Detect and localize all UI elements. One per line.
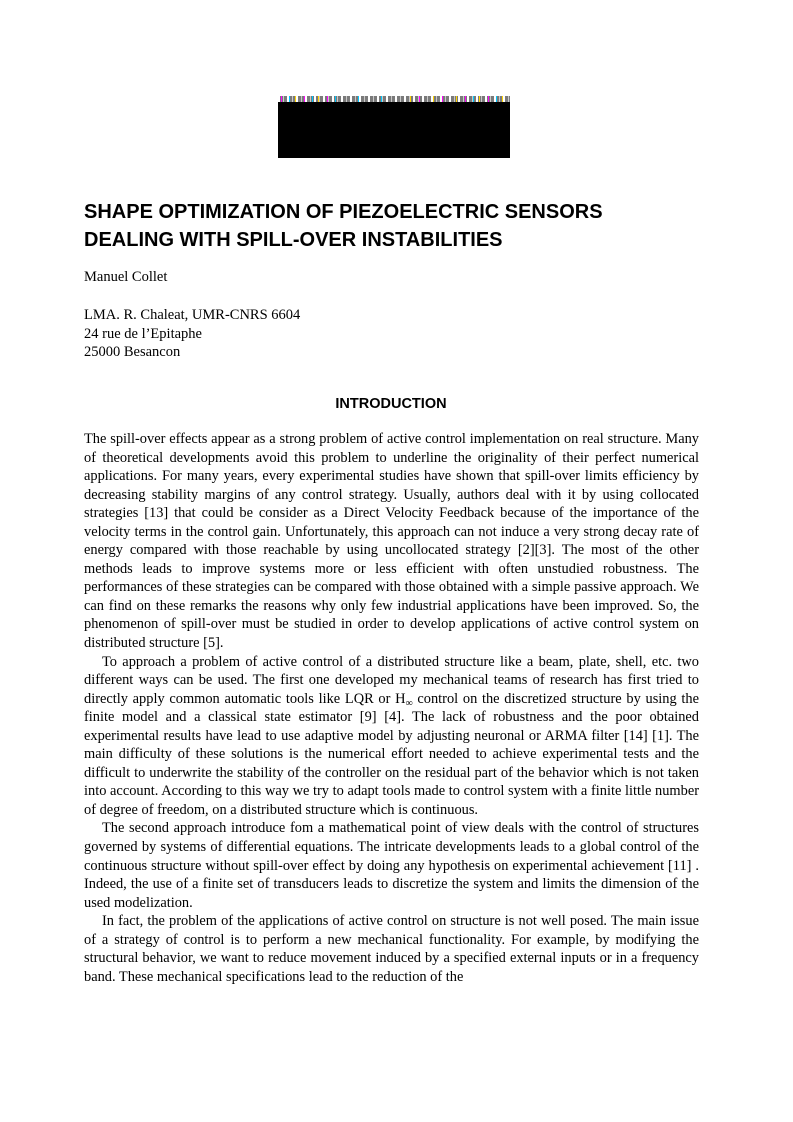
section-heading: INTRODUCTION [335,396,447,412]
paragraph-1: The spill-over effects appear as a strong problem of active control implementation on real structure. Many of theoretical developments avoid this problem to underline the originality of their perfect numerical applications. For many years, every experimental studies have shown that spill-over limits efficiency by decreasing stability margins of any control strategy. Usually, authors deal with it by using collocated strategies [13] that could be consider as a Direct Velocity Feedback because of the importance of the velocity terms in the control gain. Unfortunately, this approach can not induce a very strong decay rate of energy compared with those reachable by using uncollocated strategy [2][3]. The most of the other methods leads to improve systems more or less efficient with often unstudied robustness. The performances of these strategies can be compared with those obtained with a simple passive approach. We can find on these remarks the reasons why only few industrial applications have been improved. So, the phenomenon of spill-over must be studied in order to develop applications of active control system on distributed structure [5]. [84,431,699,652]
title-line-1: SHAPE OPTIMIZATION OF PIEZOELECTRIC SENSORS [84,201,603,223]
title-line-2: DEALING WITH SPILL-OVER INSTABILITIES [84,229,503,251]
affiliation-line-1: LMA. R. Chaleat, UMR-CNRS 6604 [84,307,301,323]
author-name: Manuel Collet [84,269,168,285]
paragraph-2-text-a: To approach a problem of active control of a distributed structure like a beam, plate, shell, etc. two different ways can be used. The first one developed my mechanical teams of research has first tried to directly apply common automatic tools like LQR or H [84,653,699,707]
header-banner-image [278,96,510,158]
banner-noise-strip [278,96,510,102]
paragraph-2 [84,653,699,820]
paragraph-3: The second approach introduce fom a mathematical point of view deals with the control of structures governed by systems of differential equations. The intricate developments leads to a global control of the continuous structure without spill-over effect by doing any hypothesis on experimental achievement [11] . Indeed, the use of a finite set of transducers leads to discretize the system and limits the dimension of the used modelization. [84,820,699,911]
affiliation-line-2: 24 rue de l’Epitaphe [84,325,202,342]
infinity-subscript: ∞ [405,697,413,709]
affiliation-line-3: 25000 Besancon [84,344,181,360]
paper-title [84,198,724,254]
affiliation [84,306,300,362]
body-text [84,430,699,986]
paragraph-2-text-b: control on the discretized structure by using the finite model and a classical state estimator [9] [4]. The lack of robustness and the poor obtained experimental results have lead to use adaptive model by adjusting neuronal or ARMA filter [14] [1]. The main difficulty of these solutions is the numerical effort needed to achieve experimental tests and the difficult to underwrite the stability of the controller on the residual part of the behavior which is not taken into account. According to this way we try to adapt tools made to control system with a finite little number of degree of freedom, on a distributed structure which is continuous. [84,690,699,818]
paragraph-4: In fact, the problem of the applications of active control on structure is not well posed. The main issue of a strategy of control is to perform a new mechanical functionality. For example, by modifying the structural behavior, we want to reduce movement induced by a specified external inputs or in a frequency band. These mechanical specifications lead to the reduction of the [84,913,699,985]
